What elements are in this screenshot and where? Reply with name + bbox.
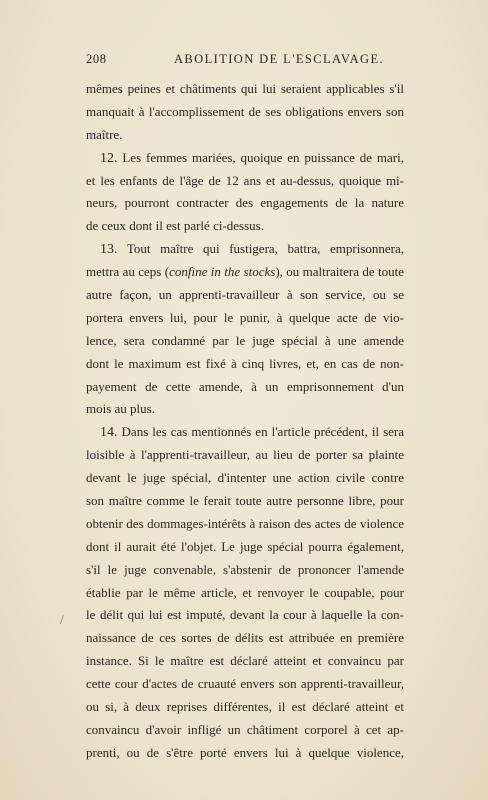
text-line: le délit qui lui est imputé, devant la cour à laquelle la con- — [86, 607, 404, 623]
text-line: son maître comme le ferait toute autre personne libre, pour — [86, 493, 404, 509]
text-line: mêmes peines et châtiments qui lui seraient applicables s'il — [86, 81, 404, 96]
margin-pencil-mark: / — [60, 612, 64, 627]
text-line: manquait à l'accomplissement de ses obligations envers son — [86, 103, 404, 119]
article-14-line: 14. Dans les cas mentionnés en l'article précédent, il sera — [100, 424, 404, 441]
text-line: payement de cette amende, à un emprisonnement d'un — [86, 378, 404, 394]
text-line: lence, sera condamné par le juge spécial à une amende — [86, 332, 404, 348]
text-line: loisible à l'apprenti-travailleur, au lieu de porter sa plainte — [86, 447, 404, 463]
page-number: 208 — [86, 52, 107, 66]
article-number: 14. — [100, 425, 118, 441]
article-number: 13. — [100, 242, 118, 258]
article-12-line: 12. Les femmes mariées, quoique en puissance de mari, — [100, 149, 404, 166]
text-line: obtenir des dommages-intérêts à raison des actes de violence — [86, 515, 404, 531]
running-title: ABOLITION DE L'ESCLAVAGE. — [174, 52, 385, 66]
text-line: neurs, pourront contracter des engagements de la nature — [86, 195, 404, 211]
text-line: autre façon, un apprenti-travailleur à son service, ou se — [86, 287, 404, 303]
text-line: de ceux dont il est parlé ci-dessus. — [86, 218, 264, 234]
text-line: s'il le juge convenable, s'abstenir de prononcer l'amende — [86, 561, 404, 577]
text-line: naissance de ces sortes de délits est attribuée en première — [86, 630, 404, 646]
text-line: convaincu d'avoir infligé un châtiment corporel à cet ap- — [86, 721, 404, 737]
article-number: 12. — [100, 150, 118, 166]
body-text — [86, 78, 404, 765]
text-line: et les enfants de l'âge de 12 ans et au-dessus, quoique mi- — [86, 172, 404, 188]
text-line: dont il aurait été l'objet. Le juge spécial pourra également, — [86, 538, 404, 554]
italic-phrase: confine in the stocks — [169, 264, 276, 280]
text-line: dont le maximum est fixé à cinq livres, et, en cas de non- — [86, 355, 404, 371]
text-line: maître. — [86, 126, 123, 142]
text-line: mettra au ceps (confine in the stocks), ou maltraitera de toute — [86, 264, 405, 280]
text-line: instance. Si le maître est déclaré atteint et convaincu par — [86, 653, 404, 669]
text-line: ou si, à deux reprises différentes, il est déclaré atteint et — [86, 699, 404, 715]
text-line: établie par le même article, et renvoyer le coupable, pour — [86, 584, 404, 600]
text-line: prenti, ou de s'être porté envers lui à quelque violence, — [86, 744, 404, 760]
text-line: mois au plus. — [86, 401, 155, 417]
text-line: portera envers lui, pour le punir, à quelque acte de vio- — [86, 309, 404, 325]
text-line: devant le juge spécial, d'intenter une action civile contre — [86, 470, 404, 486]
article-13-line: 13. Tout maître qui fustigera, battra, emprisonnera, — [100, 241, 404, 258]
text-line: cette cour d'actes de cruauté envers son apprenti-travailleur, — [86, 676, 404, 692]
